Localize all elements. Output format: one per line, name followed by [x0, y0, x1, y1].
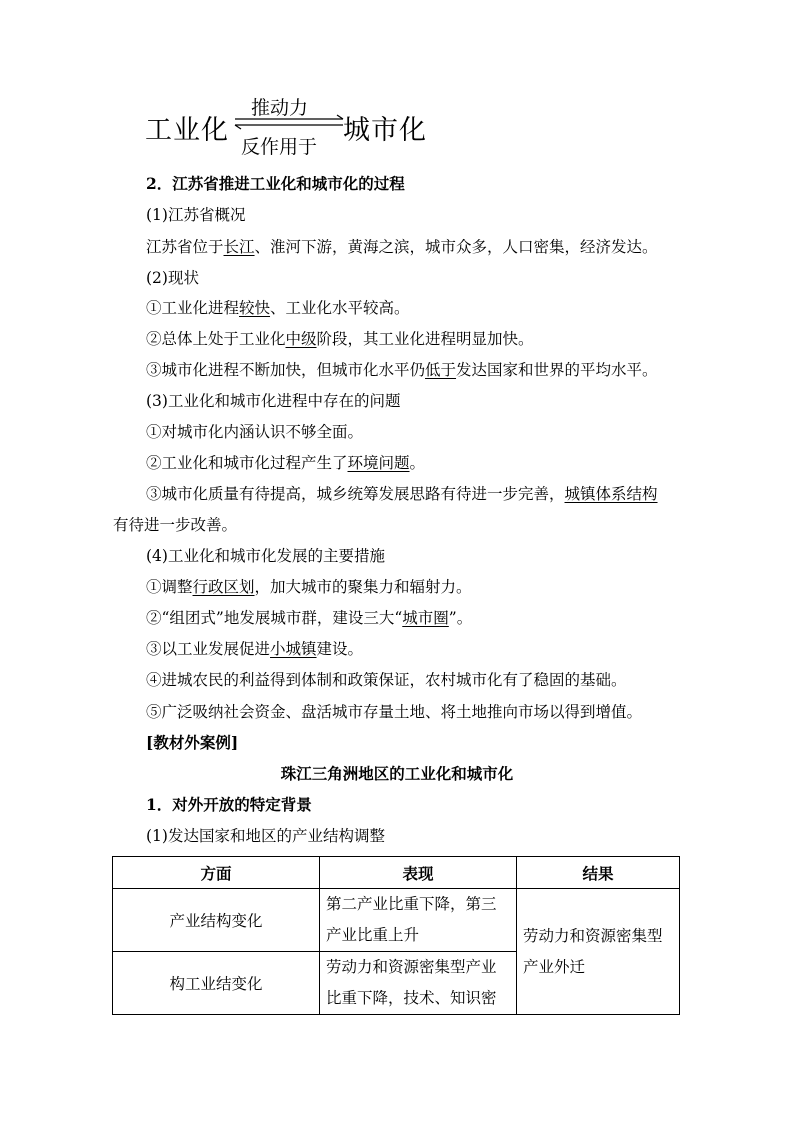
diagram-bottom-label: 反作用于 [241, 136, 318, 158]
subheading-measures: (4)工业化和城市化发展的主要措施 [146, 547, 385, 565]
section-heading: 2．江苏省推进工业化和城市化的过程 [146, 174, 405, 193]
row1-performance: 第二产业比重下降，第三 产业比重上升 [320, 889, 517, 952]
diagram-right-term: 城市化 [343, 115, 427, 146]
case-subheading-1: (1)发达国家和地区的产业结构调整 [146, 827, 385, 845]
status-item-2: ②总体上处于工业化中级阶段，其工业化进程明显加快。 [146, 330, 534, 348]
industry-structure-table [112, 856, 680, 1015]
paragraph-overview: 江苏省位于长江、淮河下游，黄海之滨，城市众多，人口密集，经济发达。 [146, 238, 658, 256]
subheading-status: (2)现状 [146, 269, 199, 287]
case-title: 珠江三角洲地区的工业化和城市化 [280, 764, 514, 783]
table-header-performance: 表现 [320, 857, 517, 889]
row2-aspect: 构工业结变化 [113, 952, 320, 1015]
table-header-aspect: 方面 [113, 857, 320, 889]
problem-item-3-continued: 有待进一步改善。 [113, 516, 238, 534]
table-header-row [113, 857, 680, 889]
double-arrow-icon [229, 114, 349, 132]
measure-item-2: ②“组团式”地发展城市群，建设三大“城市圈”。 [146, 609, 473, 627]
measure-item-3: ③以工业发展促进小城镇建设。 [146, 640, 364, 658]
table-row [113, 889, 680, 952]
measure-item-4: ④进城农民的利益得到体制和政策保证，农村城市化有了稳固的基础。 [146, 671, 627, 689]
status-item-1: ①工业化进程较快、工业化水平较高。 [146, 299, 410, 317]
problem-item-3: ③城市化质量有待提高，城乡统筹发展思路有待进一步完善，城镇体系结构 [146, 485, 658, 503]
subheading-overview: (1)江苏省概况 [146, 206, 246, 224]
row1-aspect: 产业结构变化 [113, 889, 320, 952]
extra-case-label: [教材外案例] [146, 733, 239, 752]
row2-performance: 劳动力和资源密集型产业 比重下降，技术、知识密 [320, 952, 517, 1015]
status-item-3: ③城市化进程不断加快，但城市化水平仍低于发达国家和世界的平均水平。 [146, 361, 658, 379]
result-cell: 劳动力和资源密集型 产业外迁 [517, 889, 680, 1015]
case-heading-1: 1．对外开放的特定背景 [146, 795, 312, 814]
measure-item-5: ⑤广泛吸纳社会资金、盘活城市存量土地、将土地推向市场以得到增值。 [146, 703, 643, 721]
table-header-result: 结果 [517, 857, 680, 889]
subheading-problems: (3)工业化和城市化进程中存在的问题 [146, 392, 401, 410]
diagram-left-term: 工业化 [145, 115, 229, 146]
industrialization-urbanization-diagram [145, 92, 435, 160]
problem-item-2: ②工业化和城市化过程产生了环境问题。 [146, 454, 426, 472]
measure-item-1: ①调整行政区划，加大城市的聚集力和辐射力。 [146, 578, 472, 596]
problem-item-1: ①对城市化内涵认识不够全面。 [146, 423, 364, 441]
diagram-top-label: 推动力 [251, 97, 309, 119]
